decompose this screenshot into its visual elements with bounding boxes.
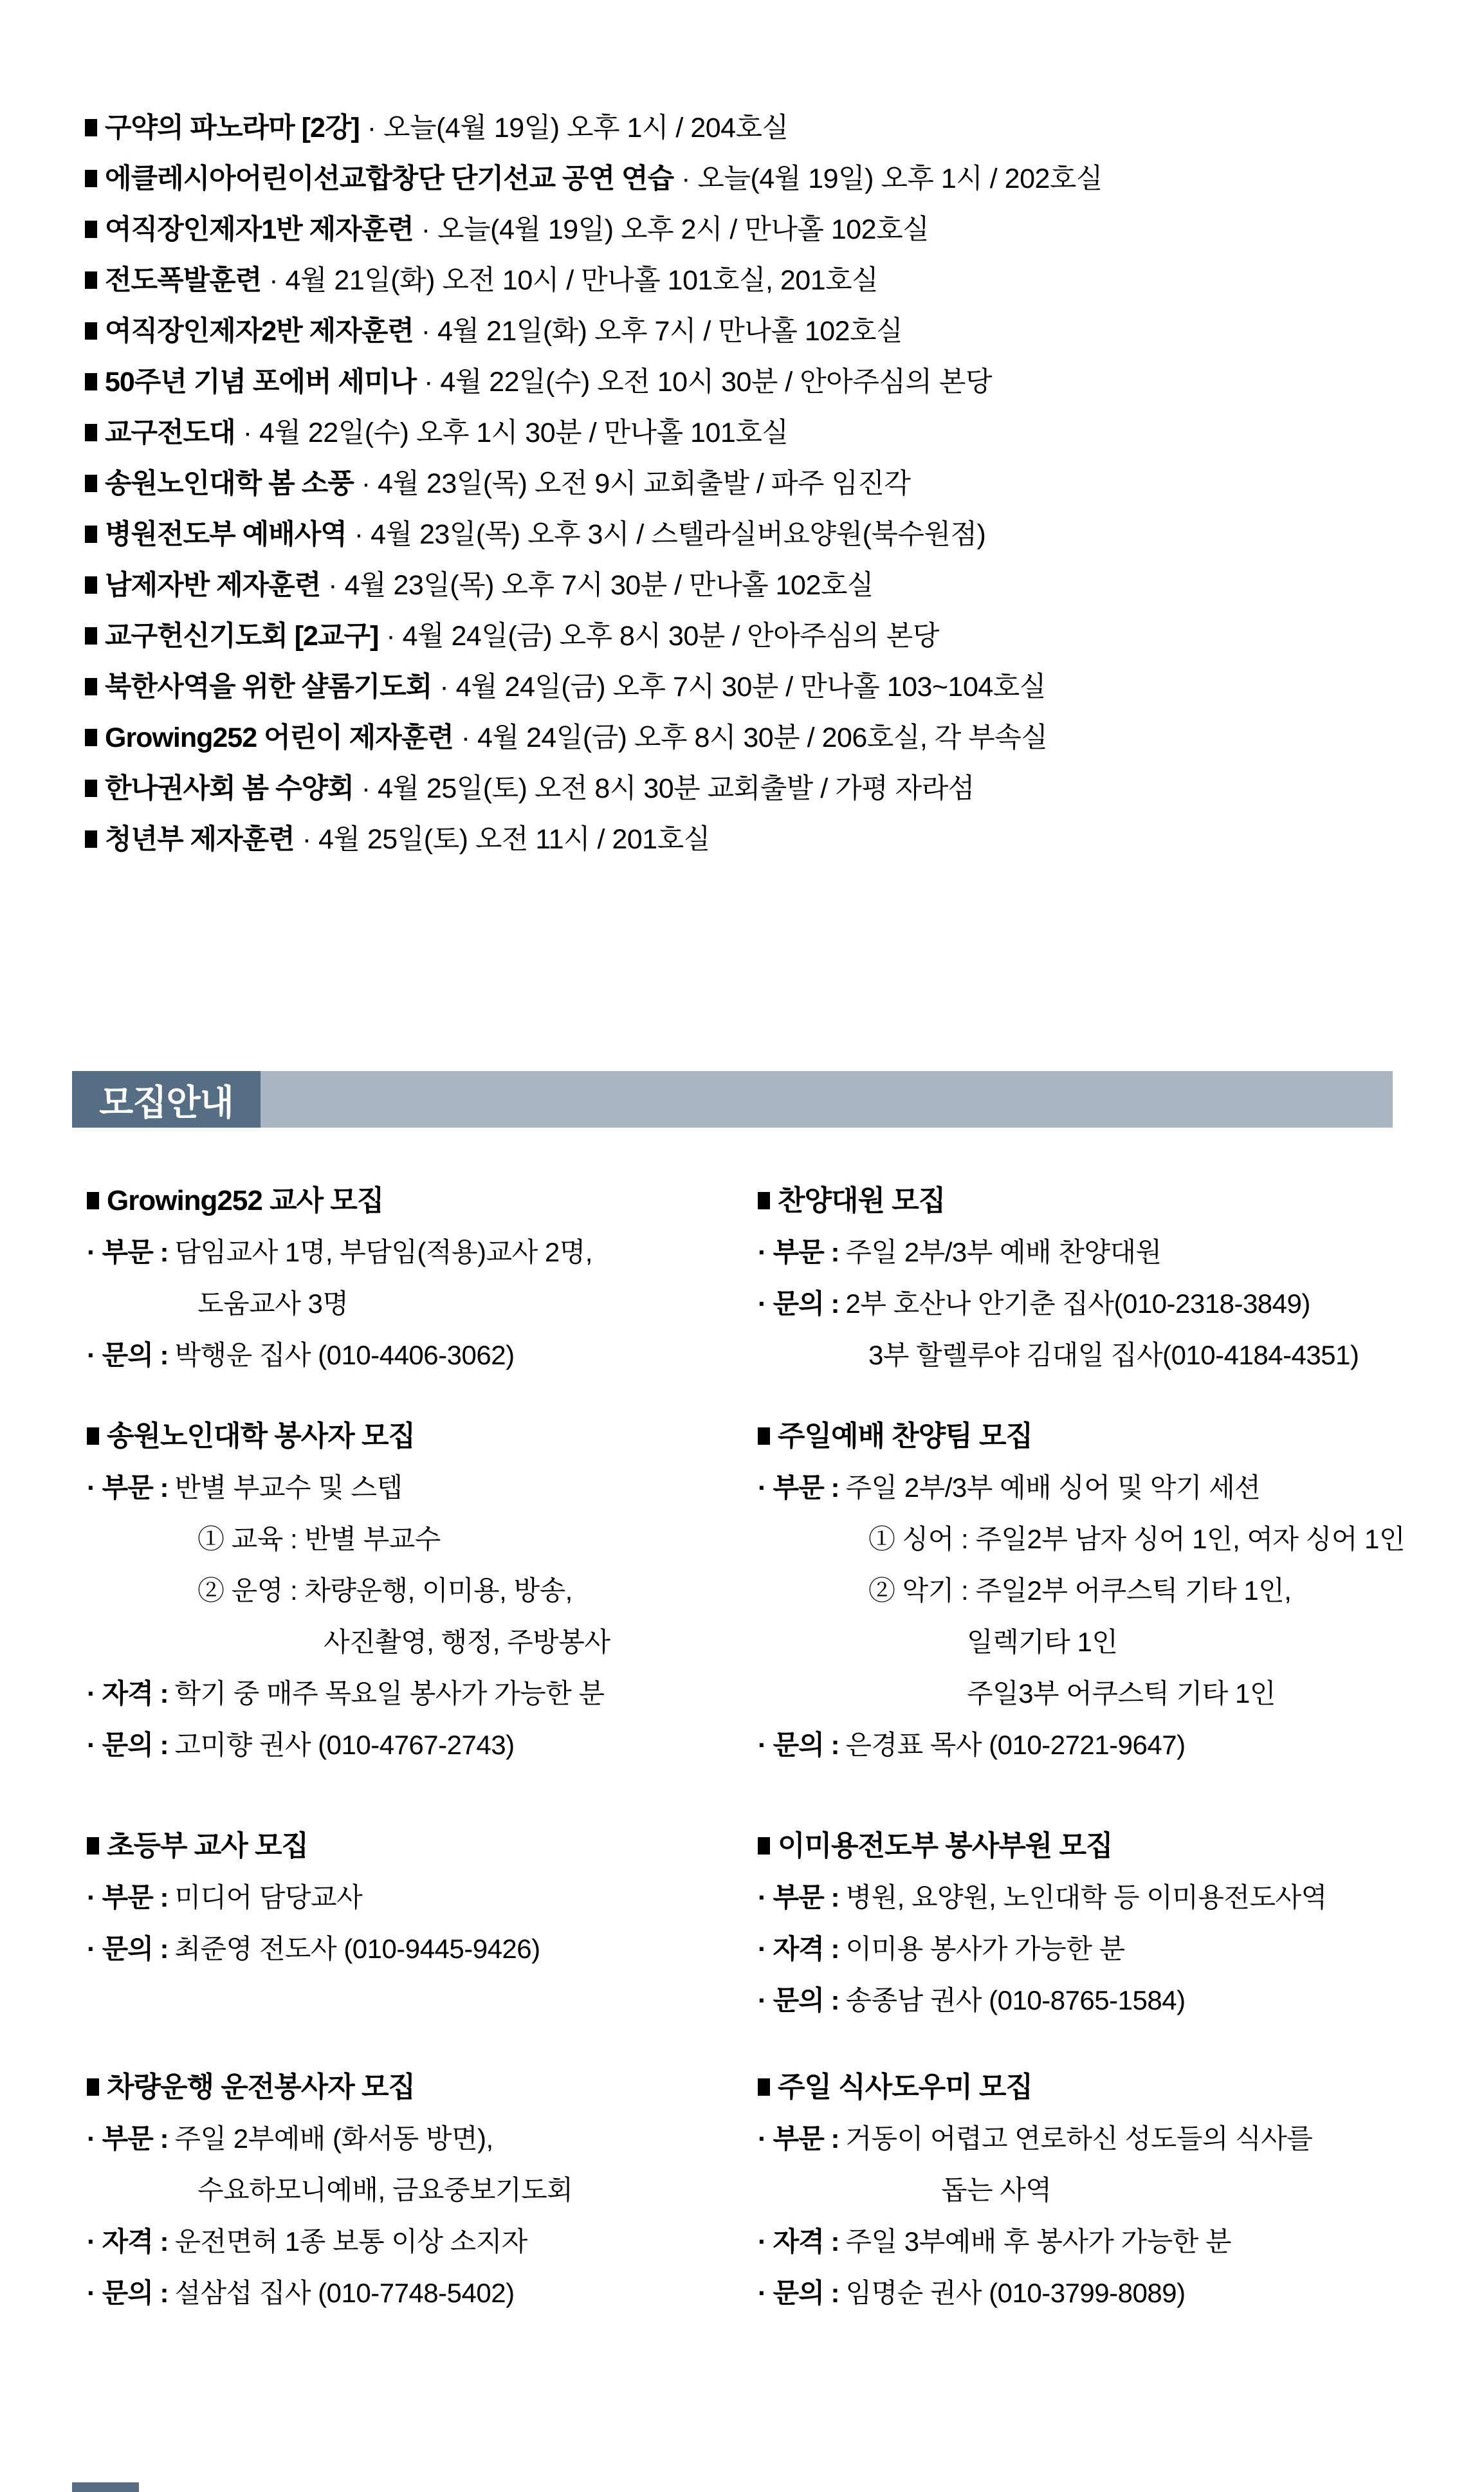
- event-title: Growing252 어린이 제자훈련: [105, 722, 453, 753]
- square-bullet-icon: [85, 170, 97, 187]
- square-bullet-icon: [87, 1192, 99, 1209]
- line-value: 운전면허 1종 보통 이상 소지자: [174, 2226, 527, 2257]
- line-label: · 자격 :: [758, 1934, 839, 1964]
- line-value: 거동이 어렵고 연로하신 성도들의 식사를: [845, 2123, 1313, 2154]
- recruit-line: [758, 2216, 1440, 2268]
- recruit-line: [87, 1923, 769, 1975]
- event-title: 한나권사회 봄 수양회: [105, 773, 354, 804]
- square-bullet-icon: [85, 373, 97, 390]
- event-details: · 4월 23일(목) 오후 3시 / 스텔라실버요양원(북수원점): [354, 519, 986, 550]
- event-title: 교구헌신기도회 [2교구]: [105, 621, 379, 652]
- recruit-line: [758, 2113, 1440, 2165]
- recruit-block-growing252-teachers: [87, 1175, 769, 1381]
- line-value: 일렉기타 1인: [967, 1627, 1118, 1657]
- event-details: · 4월 24일(금) 오후 8시 30분 / 206호실, 각 부속실: [461, 722, 1048, 753]
- square-bullet-icon: [85, 627, 97, 645]
- event-details: · 4월 24일(금) 오후 8시 30분 / 안아주심의 본당: [386, 621, 939, 652]
- square-bullet-icon: [85, 576, 97, 594]
- event-item: [85, 509, 1404, 560]
- square-bullet-icon: [85, 424, 97, 441]
- square-bullet-icon: [85, 322, 97, 340]
- recruit-line: [87, 1617, 769, 1668]
- recruit-line: [758, 1668, 1440, 1719]
- line-value: 도움교사 3명: [197, 1288, 349, 1319]
- section-header-box: [72, 1071, 261, 1128]
- event-details: · 4월 23일(목) 오전 9시 교회출발 / 파주 임진각: [361, 468, 911, 499]
- line-label: · 문의 :: [758, 1985, 839, 2015]
- recruit-block-senior-college-volunteers: [87, 1411, 769, 1771]
- recruit-line: [87, 2165, 769, 2216]
- recruit-line: [758, 1923, 1440, 1975]
- event-item: [85, 103, 1404, 154]
- recruit-title: 초등부 교사 모집: [107, 1830, 308, 1862]
- next-section-bar-cut: [72, 2482, 139, 2492]
- recruit-title: 이미용전도부 봉사부원 모집: [778, 1830, 1113, 1862]
- square-bullet-icon: [85, 475, 97, 492]
- recruit-block-worship-praise-team: [758, 1411, 1440, 1771]
- event-item: [85, 764, 1404, 814]
- square-bullet-icon: [758, 1192, 770, 1209]
- event-item: [85, 560, 1404, 611]
- event-item: [85, 611, 1404, 662]
- event-title: 병원전도부 예배사역: [105, 519, 347, 550]
- recruit-line: [87, 1330, 769, 1381]
- event-title: 북한사역을 위한 샬롬기도회: [105, 672, 432, 702]
- line-value: 은경표 목사 (010-2721-9647): [845, 1730, 1186, 1760]
- line-value: 주일 2부/3부 예배 싱어 및 악기 세션: [845, 1472, 1261, 1503]
- line-label: · 부문 :: [758, 1237, 839, 1267]
- event-details: · 4월 22일(수) 오후 1시 30분 / 만나홀 101호실: [243, 417, 789, 448]
- line-value: 설삼섭 집사 (010-7748-5402): [174, 2278, 515, 2308]
- event-details: · 4월 21일(화) 오후 7시 / 만나홀 102호실: [421, 316, 903, 347]
- line-label: · 자격 :: [87, 1678, 169, 1709]
- line-label: · 문의 :: [87, 1730, 169, 1760]
- square-bullet-icon: [85, 678, 97, 695]
- line-label: · 문의 :: [87, 2278, 169, 2308]
- event-details: · 4월 21일(화) 오전 10시 / 만나홀 101호실, 201호실: [269, 265, 879, 296]
- event-item: [85, 814, 1404, 865]
- event-item: [85, 459, 1404, 509]
- recruit-line: [758, 1227, 1440, 1278]
- recruit-line: [758, 2165, 1440, 2216]
- line-value: 송종남 권사 (010-8765-1584): [845, 1985, 1186, 2015]
- recruit-line: [87, 1278, 769, 1330]
- square-bullet-icon: [85, 830, 97, 848]
- square-bullet-icon: [85, 729, 97, 746]
- event-title: 여직장인제자1반 제자훈련: [105, 214, 414, 245]
- line-value: 주일 2부예배 (화서동 방면),: [174, 2123, 493, 2154]
- recruit-line: [758, 1514, 1440, 1565]
- line-value: 주일3부 어쿠스틱 기타 1인: [967, 1678, 1276, 1709]
- recruit-line: [758, 1719, 1440, 1771]
- square-bullet-icon: [85, 526, 97, 543]
- recruit-title: 찬양대원 모집: [778, 1185, 946, 1216]
- recruit-line: [87, 1462, 769, 1514]
- line-label: · 부문 :: [758, 2123, 839, 2154]
- line-value: 박행운 집사 (010-4406-3062): [174, 1340, 515, 1370]
- recruit-line: [758, 1975, 1440, 2026]
- line-value: 미디어 담당교사: [174, 1882, 363, 1912]
- square-bullet-icon: [85, 271, 97, 289]
- recruit-title: 주일예배 찬양팀 모집: [778, 1420, 1032, 1452]
- line-value: 임명순 권사 (010-3799-8089): [845, 2278, 1186, 2308]
- line-label: · 문의 :: [87, 1340, 169, 1370]
- recruit-line: [87, 1565, 769, 1617]
- line-label: · 부문 :: [87, 1882, 169, 1912]
- line-label: · 부문 :: [87, 1237, 169, 1267]
- event-item: [85, 306, 1404, 357]
- event-details: · 오늘(4월 19일) 오후 2시 / 만나홀 102호실: [421, 214, 930, 245]
- square-bullet-icon: [85, 221, 97, 238]
- event-details: · 4월 22일(수) 오전 10시 30분 / 안아주심의 본당: [424, 367, 992, 398]
- square-bullet-icon: [85, 780, 97, 797]
- line-label: · 문의 :: [758, 1730, 839, 1760]
- square-bullet-icon: [87, 1427, 99, 1445]
- event-title: 여직장인제자2반 제자훈련: [105, 316, 414, 347]
- square-bullet-icon: [758, 1427, 770, 1445]
- line-value: 3부 할렐루야 김대일 집사(010-4184-4351): [868, 1340, 1359, 1370]
- line-value: ① 교육 : 반별 부교수: [197, 1524, 441, 1554]
- event-item: [85, 205, 1404, 255]
- recruit-line: [758, 1462, 1440, 1514]
- square-bullet-icon: [758, 2078, 770, 2096]
- recruit-block-driver-volunteers: [87, 2062, 769, 2319]
- section-header-band: [72, 1071, 1393, 1128]
- square-bullet-icon: [758, 1837, 770, 1855]
- event-item: [85, 357, 1404, 408]
- event-title: 교구전도대: [105, 417, 235, 448]
- recruit-line: [87, 2113, 769, 2165]
- line-value: 주일 2부/3부 예배 찬양대원: [845, 1237, 1162, 1267]
- recruit-line: [758, 1330, 1440, 1381]
- line-value: 병원, 요양원, 노인대학 등 이미용전도사역: [845, 1882, 1327, 1912]
- event-item: [85, 408, 1404, 459]
- event-item: [85, 662, 1404, 713]
- section-header-bar: [261, 1071, 1393, 1128]
- recruit-line: [87, 1668, 769, 1719]
- line-value: 고미향 권사 (010-4767-2743): [174, 1730, 515, 1760]
- line-value: 사진촬영, 행정, 주방봉사: [324, 1627, 610, 1657]
- line-value: ② 운영 : 차량운행, 이미용, 방송,: [197, 1575, 573, 1606]
- line-label: · 문의 :: [758, 1288, 839, 1319]
- event-title: 구약의 파노라마 [2강]: [105, 113, 360, 143]
- recruit-line: [758, 1565, 1440, 1617]
- event-title: 남제자반 제자훈련: [105, 570, 321, 601]
- event-title: 송원노인대학 봄 소풍: [105, 468, 354, 499]
- event-details: · 4월 25일(토) 오전 11시 / 201호실: [302, 824, 710, 855]
- event-title: 전도폭발훈련: [105, 265, 262, 296]
- recruit-title: 송원노인대학 봉사자 모집: [107, 1420, 415, 1452]
- recruit-line: [758, 1278, 1440, 1330]
- recruit-line: [87, 1227, 769, 1278]
- line-label: · 자격 :: [758, 2226, 839, 2257]
- event-item: [85, 255, 1404, 306]
- event-details: · 4월 23일(목) 오후 7시 30분 / 만나홀 102호실: [328, 570, 874, 601]
- line-value: ② 악기 : 주일2부 어쿠스틱 기타 1인,: [868, 1575, 1292, 1606]
- square-bullet-icon: [87, 1837, 99, 1855]
- event-details: · 오늘(4월 19일) 오후 1시 / 202호실: [681, 163, 1103, 194]
- recruit-line: [87, 2268, 769, 2319]
- section-header-label: 모집안내: [99, 1082, 234, 1122]
- line-value: 돕는 사역: [941, 2175, 1052, 2205]
- line-label: · 부문 :: [758, 1882, 839, 1912]
- recruit-title: Growing252 교사 모집: [107, 1185, 384, 1216]
- line-label: · 부문 :: [87, 2123, 169, 2154]
- line-value: ① 싱어 : 주일2부 남자 싱어 1인, 여자 싱어 1인: [868, 1524, 1406, 1554]
- line-value: 이미용 봉사가 가능한 분: [845, 1934, 1125, 1964]
- recruit-title: 차량운행 운전봉사자 모집: [107, 2071, 415, 2103]
- recruit-block-hair-beauty-volunteers: [758, 1820, 1440, 2026]
- event-details: · 오늘(4월 19일) 오후 1시 / 204호실: [367, 113, 789, 143]
- line-value: 담임교사 1명, 부담임(적용)교사 2명,: [174, 1237, 592, 1267]
- line-label: · 부문 :: [87, 1472, 169, 1503]
- recruit-line: [758, 1617, 1440, 1668]
- line-value: 학기 중 매주 목요일 봉사가 가능한 분: [174, 1678, 605, 1709]
- event-details: · 4월 25일(토) 오전 8시 30분 교회출발 / 가평 자라섬: [361, 773, 975, 804]
- event-title: 50주년 기념 포에버 세미나: [105, 367, 417, 398]
- line-label: · 자격 :: [87, 2226, 169, 2257]
- event-item: [85, 713, 1404, 764]
- recruit-block-choir-members: [758, 1175, 1440, 1381]
- event-title: 청년부 제자훈련: [105, 824, 295, 855]
- event-list: [85, 103, 1404, 865]
- line-label: · 문의 :: [87, 1934, 169, 1964]
- line-value: 최준영 전도사 (010-9445-9426): [174, 1934, 540, 1964]
- recruit-line: [87, 1514, 769, 1565]
- event-title: 에클레시아어린이선교합창단 단기선교 공연 연습: [105, 163, 674, 194]
- event-details: · 4월 24일(금) 오후 7시 30분 / 만나홀 103~104호실: [439, 672, 1046, 702]
- recruit-line: [87, 1719, 769, 1771]
- recruit-line: [87, 1872, 769, 1923]
- line-value: 반별 부교수 및 스텝: [174, 1472, 403, 1503]
- recruit-line: [87, 2216, 769, 2268]
- recruit-title: 주일 식사도우미 모집: [778, 2071, 1032, 2103]
- line-label: · 문의 :: [758, 2278, 839, 2308]
- square-bullet-icon: [85, 119, 97, 136]
- event-item: [85, 154, 1404, 205]
- square-bullet-icon: [87, 2078, 99, 2096]
- line-value: 수요하모니예배, 금요중보기도회: [197, 2175, 573, 2205]
- recruit-block-elementary-teachers: [87, 1820, 769, 1975]
- line-value: 주일 3부예배 후 봉사가 가능한 분: [845, 2226, 1232, 2257]
- recruit-block-meal-helpers: [758, 2062, 1440, 2319]
- line-label: · 부문 :: [758, 1472, 839, 1503]
- line-value: 2부 호산나 안기춘 집사(010-2318-3849): [845, 1288, 1310, 1319]
- recruit-line: [758, 2268, 1440, 2319]
- recruit-line: [758, 1872, 1440, 1923]
